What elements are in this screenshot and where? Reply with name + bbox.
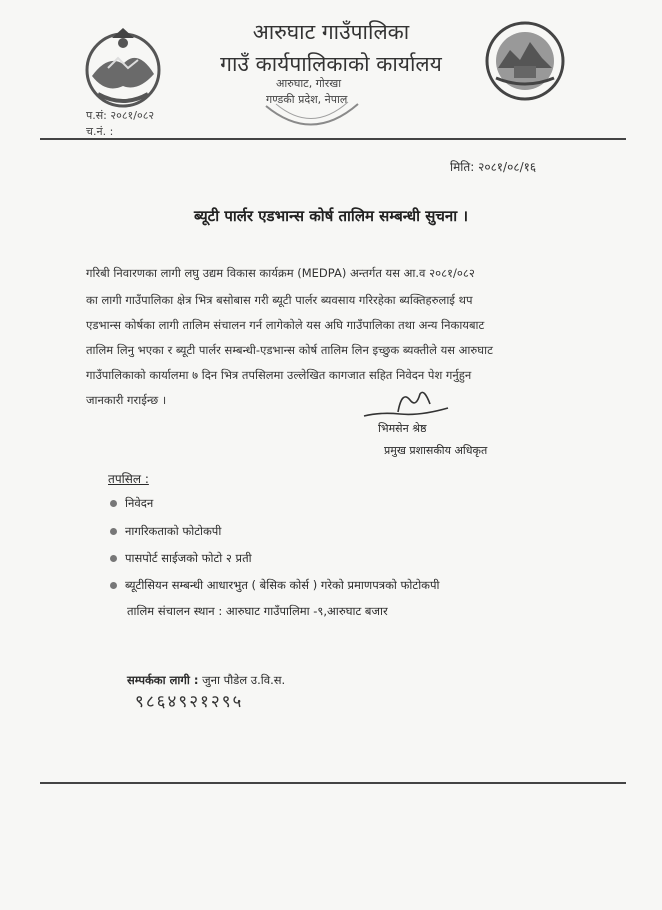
annex-item: [110, 496, 153, 511]
office-stamp-mark: [262, 100, 362, 140]
contact-label: सम्पर्कका लागी :: [127, 673, 199, 687]
body-line: का लागी गाउँपालिका क्षेत्र भित्र बसोबास गरी ब्यूटी पार्लर ब्यवसाय गरिरहेका ब्यक्तिहरुलाई थप: [86, 293, 473, 307]
notice-date: मिति: २०८१/०८/१६: [450, 160, 537, 174]
annex-item-text: नागरिकताको फोटोकपी: [125, 524, 222, 538]
annex-item-text: ब्यूटीसियन सम्बन्धी आधारभुत ( बेसिक कोर्स ) गरेको प्रमाणपत्रको फोटोकपी: [125, 578, 440, 592]
footer-divider: [40, 782, 626, 784]
body-line: तालिम लिनु भएका र ब्यूटी पार्लर सम्बन्धी-एडभान्स कोर्ष तालिम लिन इच्छुक ब्यक्तीले यस आरुघाट: [86, 343, 493, 357]
annex-item: [110, 551, 252, 566]
office-name: आरुघाट गाउँपालिका: [252, 20, 410, 44]
bullet-icon: [110, 528, 117, 535]
signatory-title: प्रमुख प्रशासकीय अधिकृत: [384, 444, 488, 457]
office-subtitle: गाउँ कार्यपालिकाको कार्यालय: [220, 52, 442, 76]
annex-title: तपसिल :: [108, 472, 149, 486]
notice-title: ब्यूटी पार्लर एडभान्स कोर्ष तालिम सम्बन्धी सुचना ।: [193, 207, 469, 225]
body-line: गाउँपालिकाको कार्यालमा ७ दिन भित्र तपसिलमा उल्लेखित कागजात सहित निवेदन पेश गर्नुहुन: [86, 368, 472, 382]
reference-number: प.सं: २०८१/०८२: [86, 109, 155, 122]
signature-mark: [360, 386, 452, 424]
dispatch-number: च.नं. :: [86, 125, 114, 138]
contact-line: [127, 673, 285, 688]
bullet-icon: [110, 555, 117, 562]
body-line: जानकारी गराईन्छ ।: [86, 393, 167, 407]
training-venue: तालिम संचालन स्थान : आरुघाट गाउँपालिमा -९,आरुघाट बजार: [127, 604, 388, 618]
address-line-2: गण्डकी प्रदेश, नेपाल: [266, 93, 348, 106]
bullet-icon: [110, 582, 117, 589]
annex-item: [110, 524, 221, 539]
contact-phone: ९८६४९२१२९५: [135, 692, 244, 712]
annex-item-text: पासपोर्ट साईजको फोटो २ प्रती: [125, 551, 252, 565]
header-divider: [40, 138, 626, 140]
bullet-icon: [110, 500, 117, 507]
signatory-name: भिमसेन श्रेष्ठ: [378, 422, 427, 435]
annex-item-text: निवेदन: [125, 496, 154, 510]
annex-item: [110, 578, 440, 593]
body-line: एडभान्स कोर्षका लागी तालिम संचालन गर्न लागेकोले यस अघि गाउँपालिका तथा अन्य निकायबाट: [86, 318, 485, 332]
contact-person: जुना पौडेल उ.वि.स.: [198, 673, 286, 687]
address-line-1: आरुघाट, गोरखा: [276, 77, 342, 90]
body-line: गरिबी निवारणका लागी लघु उद्यम विकास कार्यक्रम (MEDPA) अन्तर्गत यस आ.व २०८१/०८२: [86, 266, 475, 280]
